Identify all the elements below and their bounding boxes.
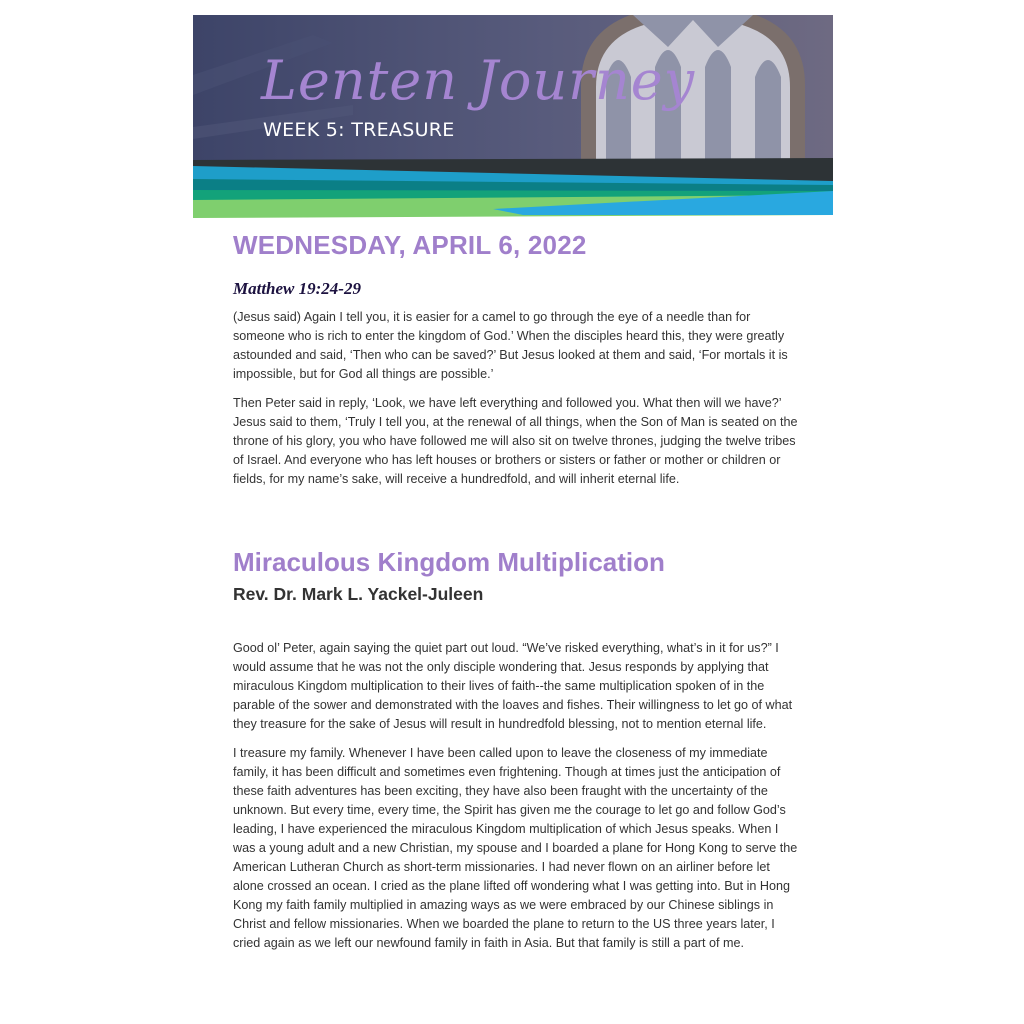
scripture-paragraph: Then Peter said in reply, ‘Look, we have left everything and followed you. What then will we have?’ Jesus said to them, ‘Truly I tell you, at the renewal of all things, when the Son of Man is seated on the throne of his glory, you who have followed me will also sit on twelve thrones, judging the twelve tribes of Israel. And everyone who has left houses or brothers or sisters or father or mother or children or fields, for my name’s sake, will receive a hundredfold, and will inherit eternal life. [233, 396, 798, 486]
banner-artwork [193, 15, 833, 218]
body-paragraph: Good ol’ Peter, again saying the quiet part out loud. “We’ve risked everything, what’s in it for us?” I would assume that he was not the only disciple wondering that. Jesus responds by applying that miraculous Kingdom multiplication to their lives of faith--the same multiplication spoken of in the parable of the sower and demonstrated with the loaves and fishes. Their willingness to let go of what they treasure for the sake of Jesus will result in hundredfold blessing, not to mention eternal life. [233, 641, 793, 731]
scripture-paragraph: (Jesus said) Again I tell you, it is easier for a camel to go through the eye of a needle than for someone who is rich to enter the kingdom of God.’ When the disciples heard this, they were greatly astounded and said, ‘Then who can be saved?’ But Jesus looked at them and said, ‘For mortals it is impossible, but for God all things are possible.’ [233, 310, 788, 381]
header-banner [193, 15, 833, 218]
banner-script-title: Lenten Journey [261, 49, 696, 112]
devotion-date: WEDNESDAY, APRIL 6, 2022 [233, 230, 587, 260]
banner-week-subtitle: WEEK 5: TREASURE [263, 119, 455, 141]
scripture-reference: Matthew 19:24-29 [233, 279, 361, 298]
author-name: Rev. Dr. Mark L. Yackel-Juleen [233, 584, 484, 604]
body-paragraph: I treasure my family. Whenever I have been called upon to leave the closeness of my immediate family, it has been difficult and sometimes even frightening. Though at times just the anticipation of these faith adventures has been exciting, they have also been fraught with the uncertainty of the unknown. But every time, every time, the Spirit has given me the courage to let go and follow God’s leading, I have experienced the miraculous Kingdom multiplication of which Jesus speaks. When I was a young adult and a new Christian, my spouse and I boarded a plane for Hong Kong to serve the American Lutheran Church as short-term missionaries. I had never flown on an airliner before let alone crossed an ocean. I cried as the plane lifted off wondering what I was getting into. But in Hong Kong my faith family multiplied in amazing ways as we were embraced by our Chinese siblings in Christ and fellow missionaries. When we boarded the plane to return to the US three years later, I cried again as we left our newfound family in faith in Asia. But that family is still a part of me. [233, 746, 798, 950]
devotion-content [233, 230, 803, 963]
article-title: Miraculous Kingdom Multiplication [233, 547, 665, 577]
